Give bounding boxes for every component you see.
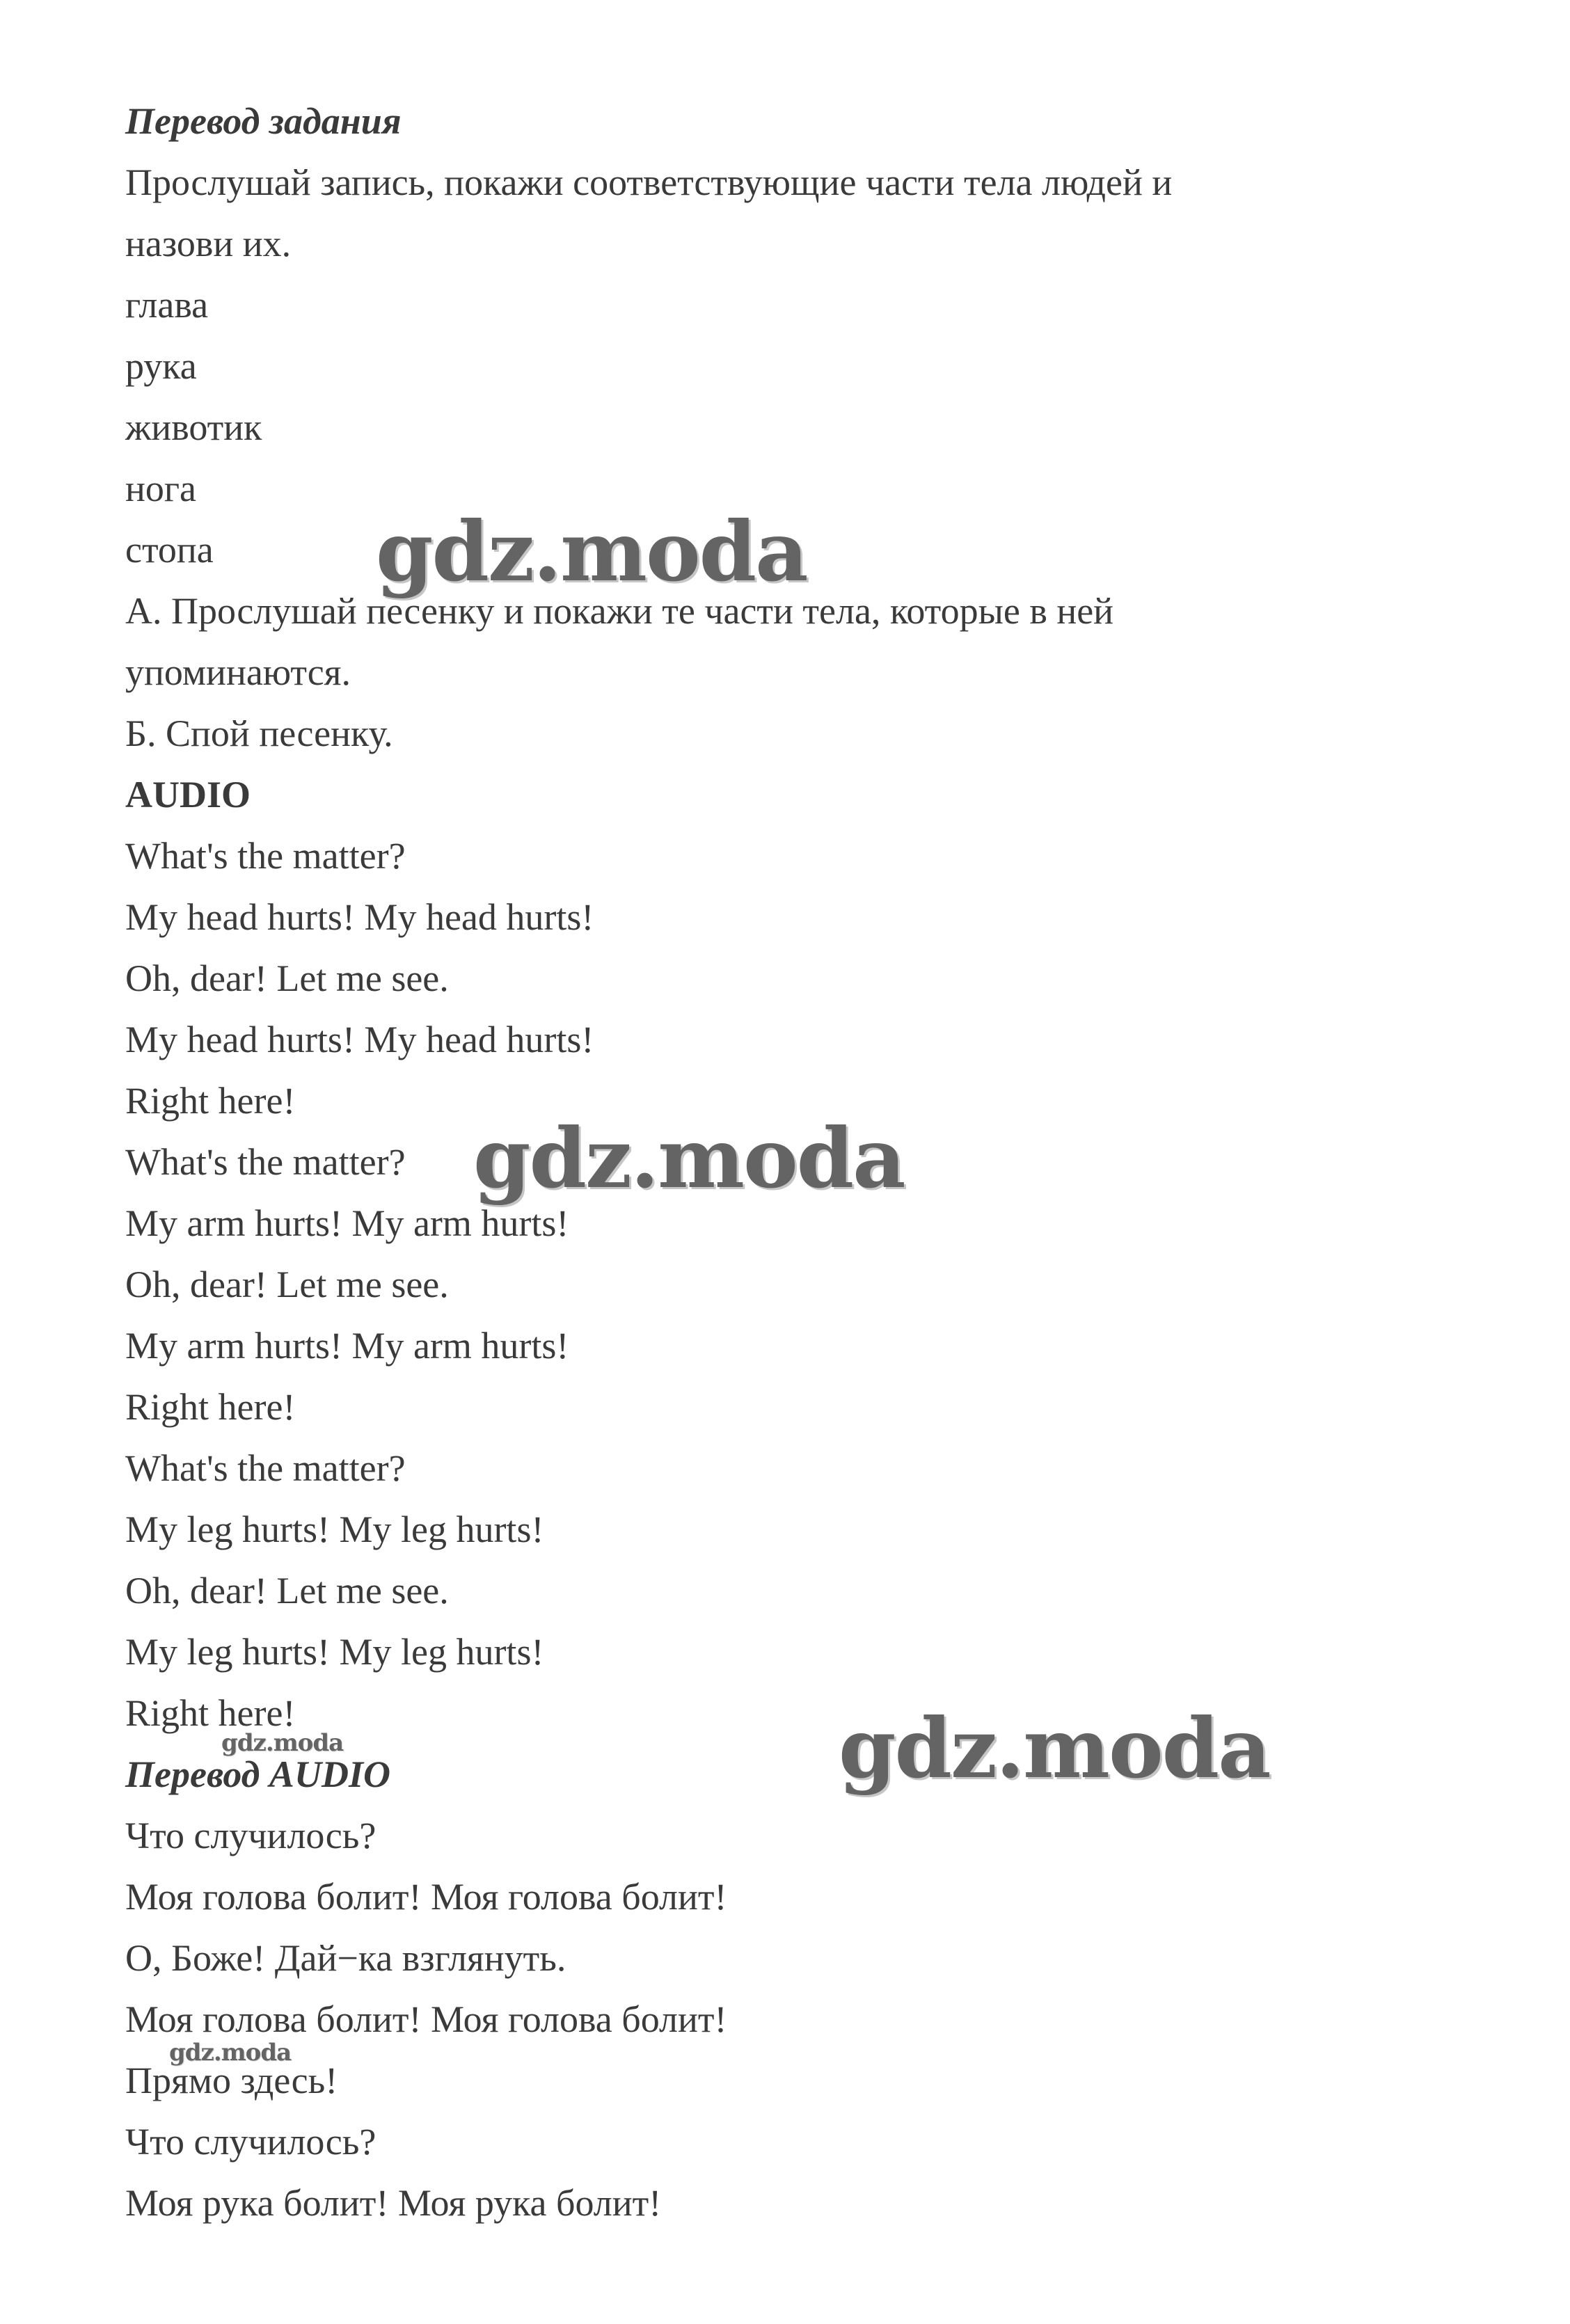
translation-line: О, Боже! Дай−ка взглянуть. [125,1937,566,1979]
task-line: глава [125,284,209,326]
audio-line: What's the matter? [125,1447,406,1489]
watermark-logo-small: gdz.moda [221,1729,344,1757]
heading-task-translation: Перевод задания [125,100,402,142]
audio-line: Oh, dear! Let me see. [125,1570,449,1611]
heading-audio-translation: Перевод AUDIO [125,1753,390,1795]
audio-line: Oh, dear! Let me see. [125,1264,449,1305]
translation-line: Моя голова болит! Моя голова болит! [125,1998,727,2040]
watermark-logo: gdz.moda [839,1700,1270,1797]
task-line: нога [125,468,197,509]
task-line: назови их. [125,223,292,264]
audio-line: Oh, dear! Let me see. [125,957,449,999]
task-line: Прослушай запись, покажи соответствующие части тела людей и [125,161,1173,203]
translation-line: Что случилось? [125,2121,376,2163]
task-line: Б. Спой песенку. [125,713,393,754]
heading-audio: AUDIO [125,774,251,815]
audio-line: Right here! [125,1386,296,1428]
audio-line: My head hurts! My head hurts! [125,1019,594,1060]
task-line: упоминаются. [125,651,351,693]
audio-line: My leg hurts! My leg hurts! [125,1631,544,1673]
translation-line: Что случилось? [125,1815,376,1856]
audio-line: What's the matter? [125,1141,406,1183]
audio-line: Right here! [125,1080,296,1122]
watermark-logo: gdz.moda [473,1110,905,1207]
task-line: А. Прослушай песенку и покажи те части тела, которые в ней [125,590,1114,632]
translation-line: Моя голова болит! Моя голова болит! [125,1876,727,1918]
watermark-logo: gdz.moda [376,503,807,600]
translation-line: Прямо здесь! [125,2060,338,2101]
watermark-logo-small: gdz.moda [169,2039,292,2067]
audio-line: Right here! [125,1692,296,1734]
audio-line: My leg hurts! My leg hurts! [125,1509,544,1550]
task-line: стопа [125,529,214,571]
audio-line: My arm hurts! My arm hurts! [125,1325,569,1367]
task-line: животик [125,406,262,448]
audio-line: What's the matter? [125,835,406,877]
task-line: рука [125,345,197,387]
audio-line: My head hurts! My head hurts! [125,896,594,938]
audio-line: My arm hurts! My arm hurts! [125,1202,569,1244]
translation-line: Моя рука болит! Моя рука болит! [125,2182,662,2224]
